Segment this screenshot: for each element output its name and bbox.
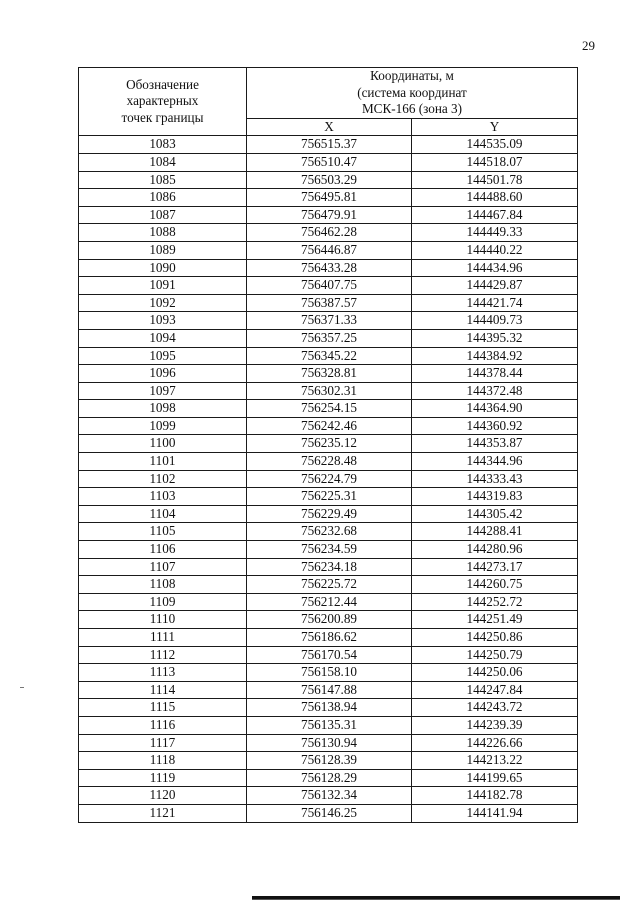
x-coordinate-cell: 756128.39 <box>247 752 412 770</box>
x-coordinate-cell: 756510.47 <box>247 153 412 171</box>
y-coordinate-cell: 144440.22 <box>412 241 578 259</box>
x-coordinate-cell: 756407.75 <box>247 277 412 295</box>
y-coordinate-cell: 144250.79 <box>412 646 578 664</box>
point-id-cell: 1108 <box>79 576 247 594</box>
x-coordinate-cell: 756254.15 <box>247 400 412 418</box>
x-coordinate-cell: 756446.87 <box>247 241 412 259</box>
table-row <box>79 611 578 629</box>
y-coordinate-cell: 144467.84 <box>412 206 578 224</box>
table-row <box>79 312 578 330</box>
y-coordinate-cell: 144488.60 <box>412 189 578 207</box>
table-row <box>79 629 578 647</box>
point-id-cell: 1114 <box>79 681 247 699</box>
table-row <box>79 382 578 400</box>
table-row <box>79 365 578 383</box>
x-coordinate-cell: 756212.44 <box>247 593 412 611</box>
y-coordinate-cell: 144226.66 <box>412 734 578 752</box>
point-id-cell: 1112 <box>79 646 247 664</box>
x-coordinate-cell: 756170.54 <box>247 646 412 664</box>
point-id-cell: 1097 <box>79 382 247 400</box>
x-coordinate-cell: 756433.28 <box>247 259 412 277</box>
point-id-cell: 1115 <box>79 699 247 717</box>
y-coordinate-cell: 144251.49 <box>412 611 578 629</box>
scan-speck <box>20 687 24 688</box>
point-id-cell: 1099 <box>79 417 247 435</box>
point-id-cell: 1096 <box>79 365 247 383</box>
point-label-header-line: характерных <box>126 93 199 109</box>
y-coordinate-cell: 144364.90 <box>412 400 578 418</box>
y-coordinate-cell: 144250.86 <box>412 629 578 647</box>
y-coordinate-cell: 144434.96 <box>412 259 578 277</box>
point-id-cell: 1116 <box>79 716 247 734</box>
y-coordinate-cell: 144243.72 <box>412 699 578 717</box>
point-id-cell: 1090 <box>79 259 247 277</box>
x-coordinate-cell: 756130.94 <box>247 734 412 752</box>
point-id-cell: 1118 <box>79 752 247 770</box>
point-id-cell: 1121 <box>79 804 247 822</box>
x-coordinate-cell: 756235.12 <box>247 435 412 453</box>
x-coordinate-cell: 756462.28 <box>247 224 412 242</box>
x-coordinate-cell: 756200.89 <box>247 611 412 629</box>
point-id-cell: 1101 <box>79 453 247 471</box>
y-coordinate-cell: 144213.22 <box>412 752 578 770</box>
table-row <box>79 417 578 435</box>
x-coordinate-cell: 756128.29 <box>247 769 412 787</box>
y-coordinate-cell: 144378.44 <box>412 365 578 383</box>
coordinates-header-line: Координаты, м <box>370 68 454 83</box>
x-coordinate-cell: 756387.57 <box>247 294 412 312</box>
x-coordinate-cell: 756479.91 <box>247 206 412 224</box>
point-id-cell: 1084 <box>79 153 247 171</box>
table-row <box>79 681 578 699</box>
table-row <box>79 136 578 154</box>
x-coordinate-cell: 756186.62 <box>247 629 412 647</box>
point-id-cell: 1111 <box>79 629 247 647</box>
y-coordinate-cell: 144182.78 <box>412 787 578 805</box>
y-coordinate-cell: 144409.73 <box>412 312 578 330</box>
x-coordinate-cell: 756225.72 <box>247 576 412 594</box>
table-row <box>79 505 578 523</box>
y-coordinate-cell: 144305.42 <box>412 505 578 523</box>
table-row <box>79 699 578 717</box>
x-column-header: X <box>247 118 412 136</box>
table-row <box>79 171 578 189</box>
point-label-header <box>79 68 247 136</box>
y-coordinate-cell: 144273.17 <box>412 558 578 576</box>
point-id-cell: 1106 <box>79 541 247 559</box>
table-row <box>79 541 578 559</box>
y-coordinate-cell: 144247.84 <box>412 681 578 699</box>
y-coordinate-cell: 144353.87 <box>412 435 578 453</box>
table-row <box>79 664 578 682</box>
page-number: 29 <box>582 38 595 53</box>
y-coordinate-cell: 144333.43 <box>412 470 578 488</box>
table-row <box>79 259 578 277</box>
table-row <box>79 769 578 787</box>
y-coordinate-cell: 144239.39 <box>412 716 578 734</box>
y-coordinate-cell: 144518.07 <box>412 153 578 171</box>
table-row <box>79 787 578 805</box>
x-coordinate-cell: 756146.25 <box>247 804 412 822</box>
table-row <box>79 752 578 770</box>
bottom-rule-shadow <box>252 899 620 900</box>
table-row <box>79 523 578 541</box>
x-coordinate-cell: 756224.79 <box>247 470 412 488</box>
table-row <box>79 453 578 471</box>
y-coordinate-cell: 144395.32 <box>412 329 578 347</box>
point-id-cell: 1087 <box>79 206 247 224</box>
x-coordinate-cell: 756135.31 <box>247 716 412 734</box>
coordinates-header-line: (система координат <box>357 84 467 100</box>
point-id-cell: 1098 <box>79 400 247 418</box>
x-coordinate-cell: 756147.88 <box>247 681 412 699</box>
x-coordinate-cell: 756228.48 <box>247 453 412 471</box>
x-coordinate-cell: 756138.94 <box>247 699 412 717</box>
point-id-cell: 1095 <box>79 347 247 365</box>
x-coordinate-cell: 756503.29 <box>247 171 412 189</box>
table-body <box>79 136 578 822</box>
point-id-cell: 1120 <box>79 787 247 805</box>
point-id-cell: 1094 <box>79 329 247 347</box>
y-coordinate-cell: 144421.74 <box>412 294 578 312</box>
x-coordinate-cell: 756229.49 <box>247 505 412 523</box>
y-coordinate-cell: 144280.96 <box>412 541 578 559</box>
x-coordinate-cell: 756232.68 <box>247 523 412 541</box>
table-row <box>79 189 578 207</box>
x-coordinate-cell: 756234.59 <box>247 541 412 559</box>
point-id-cell: 1109 <box>79 593 247 611</box>
table-row <box>79 347 578 365</box>
y-coordinate-cell: 144260.75 <box>412 576 578 594</box>
table-row <box>79 716 578 734</box>
x-coordinate-cell: 756302.31 <box>247 382 412 400</box>
table-row <box>79 435 578 453</box>
y-coordinate-cell: 144384.92 <box>412 347 578 365</box>
table-row <box>79 734 578 752</box>
point-id-cell: 1103 <box>79 488 247 506</box>
point-id-cell: 1086 <box>79 189 247 207</box>
y-coordinate-cell: 144372.48 <box>412 382 578 400</box>
table-row <box>79 470 578 488</box>
y-coordinate-cell: 144535.09 <box>412 136 578 154</box>
point-id-cell: 1102 <box>79 470 247 488</box>
point-id-cell: 1091 <box>79 277 247 295</box>
table-row <box>79 488 578 506</box>
point-id-cell: 1083 <box>79 136 247 154</box>
y-coordinate-cell: 144501.78 <box>412 171 578 189</box>
x-coordinate-cell: 756515.37 <box>247 136 412 154</box>
x-coordinate-cell: 756132.34 <box>247 787 412 805</box>
table-row <box>79 294 578 312</box>
y-coordinate-cell: 144250.06 <box>412 664 578 682</box>
table-row <box>79 224 578 242</box>
table-row <box>79 804 578 822</box>
table-row <box>79 576 578 594</box>
point-id-cell: 1110 <box>79 611 247 629</box>
y-coordinate-cell: 144429.87 <box>412 277 578 295</box>
y-coordinate-cell: 144288.41 <box>412 523 578 541</box>
x-coordinate-cell: 756371.33 <box>247 312 412 330</box>
point-id-cell: 1089 <box>79 241 247 259</box>
coordinates-header-line: МСК-166 (зона 3) <box>361 101 463 117</box>
point-label-header-line: Обозначение <box>126 76 199 92</box>
x-coordinate-cell: 756495.81 <box>247 189 412 207</box>
point-id-cell: 1088 <box>79 224 247 242</box>
y-coordinate-cell: 144199.65 <box>412 769 578 787</box>
table-row <box>79 241 578 259</box>
point-id-cell: 1113 <box>79 664 247 682</box>
table-row <box>79 646 578 664</box>
coordinates-header <box>247 68 578 119</box>
table-row <box>79 206 578 224</box>
table-row <box>79 558 578 576</box>
x-coordinate-cell: 756242.46 <box>247 417 412 435</box>
x-coordinate-cell: 756345.22 <box>247 347 412 365</box>
point-id-cell: 1107 <box>79 558 247 576</box>
point-id-cell: 1085 <box>79 171 247 189</box>
x-coordinate-cell: 756357.25 <box>247 329 412 347</box>
y-coordinate-cell: 144360.92 <box>412 417 578 435</box>
point-id-cell: 1105 <box>79 523 247 541</box>
y-coordinate-cell: 144252.72 <box>412 593 578 611</box>
table-header <box>79 68 578 136</box>
x-coordinate-cell: 756225.31 <box>247 488 412 506</box>
y-coordinate-cell: 144344.96 <box>412 453 578 471</box>
point-id-cell: 1119 <box>79 769 247 787</box>
table-row <box>79 400 578 418</box>
x-coordinate-cell: 756158.10 <box>247 664 412 682</box>
x-coordinate-cell: 756234.18 <box>247 558 412 576</box>
table-row <box>79 593 578 611</box>
point-id-cell: 1104 <box>79 505 247 523</box>
table-row <box>79 153 578 171</box>
point-id-cell: 1092 <box>79 294 247 312</box>
point-id-cell: 1093 <box>79 312 247 330</box>
table-row <box>79 329 578 347</box>
point-label-header-line: точек границы <box>121 109 204 125</box>
point-id-cell: 1100 <box>79 435 247 453</box>
y-coordinate-cell: 144449.33 <box>412 224 578 242</box>
x-coordinate-cell: 756328.81 <box>247 365 412 383</box>
point-id-cell: 1117 <box>79 734 247 752</box>
y-coordinate-cell: 144319.83 <box>412 488 578 506</box>
coordinates-table <box>78 67 578 823</box>
y-coordinate-cell: 144141.94 <box>412 804 578 822</box>
table-row <box>79 277 578 295</box>
y-column-header: Y <box>412 118 578 136</box>
